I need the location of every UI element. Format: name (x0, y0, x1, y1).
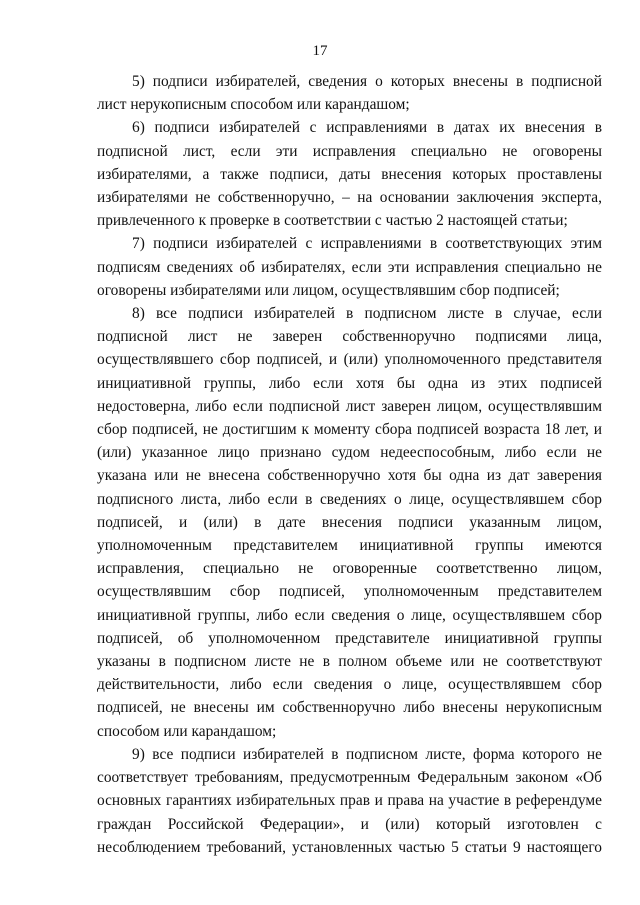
paragraph-item-7: 7) подписи избирателей с исправлениями в соответствующих этим подписям сведениях об избирателях, если эти исправления специально не оговорены избирателями или лицом, осуществлявшим сбор подписей; (97, 235, 602, 299)
paragraph-item-8: 8) все подписи избирателей в подписном листе в случае, если подписной лист не заверен собственноручно подписями лица, осуществлявшего сбор подписей, и (или) уполномоченного представителя инициативной группы, либо если хотя бы одна из этих подписей недостоверна, либо если подписной лист заверен лицом, осуществлявшим сбор подписей, не достигшим к моменту сбора подписей возраста 18 лет, и (или) указанное лицо признано судом недееспособным, либо если не указана или не внесена собственноручно хотя бы одна из дат заверения подписного листа, либо если в сведениях о лице, осуществлявшем сбор подписей, и (или) в дате внесения подписи указанным лицом, уполномоченным представителем инициативной группы имеются исправления, специально не оговоренные соответственно лицом, осуществлявшим сбор подписей, уполномоченным представителем инициативной группы, либо если сведения о лице, осуществлявшем сбор подписей, об уполномоченном представителе инициативной группы указаны в подписном листе не в полном объеме или не соответствуют действительности, либо если сведения о лице, осуществлявшем сбор подписей, не внесены им собственноручно либо внесены нерукописным способом или карандашом; (97, 305, 602, 740)
document-body (97, 70, 602, 859)
paragraph-item-6: 6) подписи избирателей с исправлениями в датах их внесения в подписной лист, если эти исправления специально не оговорены избирателями, а также подписи, даты внесения которых проставлены избирателями не собственноручно, – на основании заключения эксперта, привлеченного к проверке в соответствии с частью 2 настоящей статьи; (97, 119, 602, 230)
page-number: 17 (312, 43, 328, 59)
paragraph-item-9: 9) все подписи избирателей в подписном листе, форма которого не соответствует требованиям, предусмотренным Федеральным законом «Об основных гарантиях избирательных прав и права на участие в референдуме граждан Российской Федерации», и (или) который изготовлен с несоблюдением требований, установленных частью 5 статьи 9 настоящего (97, 745, 602, 856)
paragraph-item-5: 5) подписи избирателей, сведения о которых внесены в подписной лист нерукописным способом или карандашом; (97, 73, 602, 114)
